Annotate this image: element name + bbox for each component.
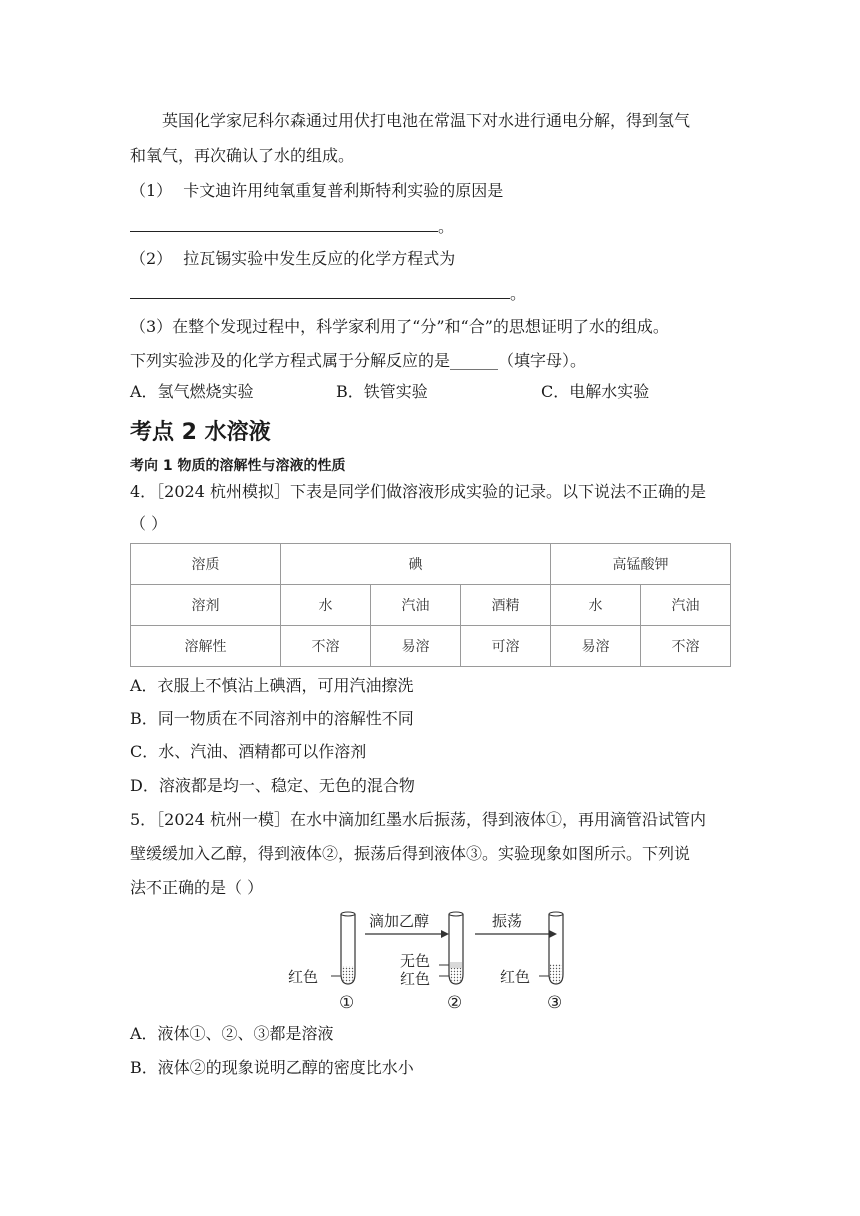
q3-sub1-answer (130, 215, 454, 238)
q3-option-c-text: 电解水实验 (569, 382, 650, 401)
q4-option-a[interactable]: A．衣服上不慎沾上碘酒，可用汽油擦洗 (130, 676, 414, 695)
table-cell: 溶剂 (131, 585, 281, 626)
q3-sub3-blank[interactable]: ______ (450, 351, 499, 370)
q4-stem-line-1: 4．［2024 杭州模拟］下表是同学们做溶液形成实验的记录。以下说法不正确的是 (130, 482, 706, 501)
table-row (131, 544, 731, 585)
q5-stem-line-1: 5．［2024 杭州一模］在水中滴加红墨水后振荡，得到液体①，再用滴管沿试管内 (130, 810, 706, 829)
tube-3 (539, 912, 563, 984)
tube-2-bottom-label: 红色 (400, 970, 431, 988)
q4-option-d[interactable]: D．溶液都是均一、稳定、无色的混合物 (130, 776, 415, 795)
q3-sub3-text: 下列实验涉及的化学方程式属于分解反应的是 (130, 351, 451, 370)
q3-option-a-label: A． (130, 382, 158, 401)
table-cell: 不溶 (641, 626, 731, 667)
table-cell: 高锰酸钾 (551, 544, 731, 585)
table-cell: 不溶 (281, 626, 371, 667)
q5-stem-line-3: 法不正确的是（ ） (130, 878, 264, 897)
table-cell: 汽油 (371, 585, 461, 626)
table-cell: 酒精 (461, 585, 551, 626)
q3-sub1-text: 卡文迪许用纯氧重复普利斯特利实验的原因是 (183, 181, 504, 200)
arrow-1-label: 滴加乙醇 (369, 912, 430, 930)
q3-sub2-answer (130, 282, 526, 305)
q3-sub2-blank[interactable] (130, 282, 510, 299)
table-row (131, 585, 731, 626)
q4-option-c[interactable]: C．水、汽油、酒精都可以作溶剂 (130, 742, 367, 761)
q3-option-b-label: B． (336, 382, 364, 401)
q4-option-b[interactable]: B．同一物质在不同溶剂中的溶解性不同 (130, 709, 414, 728)
table-cell: 水 (551, 585, 641, 626)
table-cell: 溶质 (131, 544, 281, 585)
q5-stem-line-2: 壁缓缓加入乙醇，得到液体②，振荡后得到液体③。实验现象如图所示。下列说 (130, 844, 691, 863)
table-row (131, 626, 731, 667)
q4-stem-line-2: （ ） (130, 514, 168, 533)
q3-sub3-line-1: （3）在整个发现过程中，科学家利用了“分”和“合”的思想证明了水的组成。 (130, 317, 669, 336)
q3-option-a-text: 氢气燃烧实验 (157, 382, 254, 401)
tube-2-number: ② (447, 993, 463, 1013)
table-cell: 汽油 (641, 585, 731, 626)
section-title: 考点 2 水溶液 (130, 420, 271, 445)
tube-1-label: 红色 (288, 968, 319, 986)
table-cell: 可溶 (461, 626, 551, 667)
q3-sub1-label: （1） (130, 181, 173, 200)
q3-sub1-blank[interactable] (130, 215, 438, 232)
q3-sub3-hint: （填字母）。 (498, 351, 587, 370)
tube-2-top-label: 无色 (400, 952, 431, 970)
tube-3-label: 红色 (500, 968, 531, 986)
arrow-1-head (441, 930, 449, 938)
section-subtitle: 考向 1 物质的溶解性与溶液的性质 (130, 458, 346, 474)
q3-sub2-end: 。 (510, 284, 527, 303)
arrow-2-head (549, 930, 557, 938)
q3-option-b[interactable] (336, 381, 428, 403)
q3-option-c-label: C． (541, 382, 570, 401)
tube-1 (331, 912, 355, 984)
tube-3-number: ③ (547, 993, 563, 1013)
q3-option-c[interactable] (541, 381, 649, 403)
table-cell: 易溶 (551, 626, 641, 667)
table-cell: 水 (281, 585, 371, 626)
solubility-table (130, 543, 731, 667)
q3-sub1 (130, 180, 503, 202)
intro-line-2: 和氧气，再次确认了水的组成。 (130, 146, 355, 165)
q3-sub2 (130, 248, 455, 270)
table-cell: 溶解性 (131, 626, 281, 667)
q3-sub3-line-2 (130, 350, 586, 372)
q3-sub2-text: 拉瓦锡实验中发生反应的化学方程式为 (183, 249, 456, 268)
tube-2 (439, 912, 463, 984)
q3-option-a[interactable] (130, 381, 254, 403)
intro-line-1: 英国化学家尼科尔森通过用伏打电池在常温下对水进行通电分解，得到氢气 (162, 111, 691, 130)
q5-option-a[interactable]: A．液体①、②、③都是溶液 (130, 1024, 334, 1043)
q3-sub1-end: 。 (438, 217, 455, 236)
table-cell: 易溶 (371, 626, 461, 667)
q3-option-b-text: 铁管实验 (363, 382, 428, 401)
arrow-2-label: 振荡 (492, 912, 523, 930)
test-tube-figure (285, 904, 585, 1016)
tube-1-number: ① (339, 993, 355, 1013)
q5-option-b[interactable]: B．液体②的现象说明乙醇的密度比水小 (130, 1058, 414, 1077)
q3-sub2-label: （2） (130, 249, 173, 268)
table-cell: 碘 (281, 544, 551, 585)
